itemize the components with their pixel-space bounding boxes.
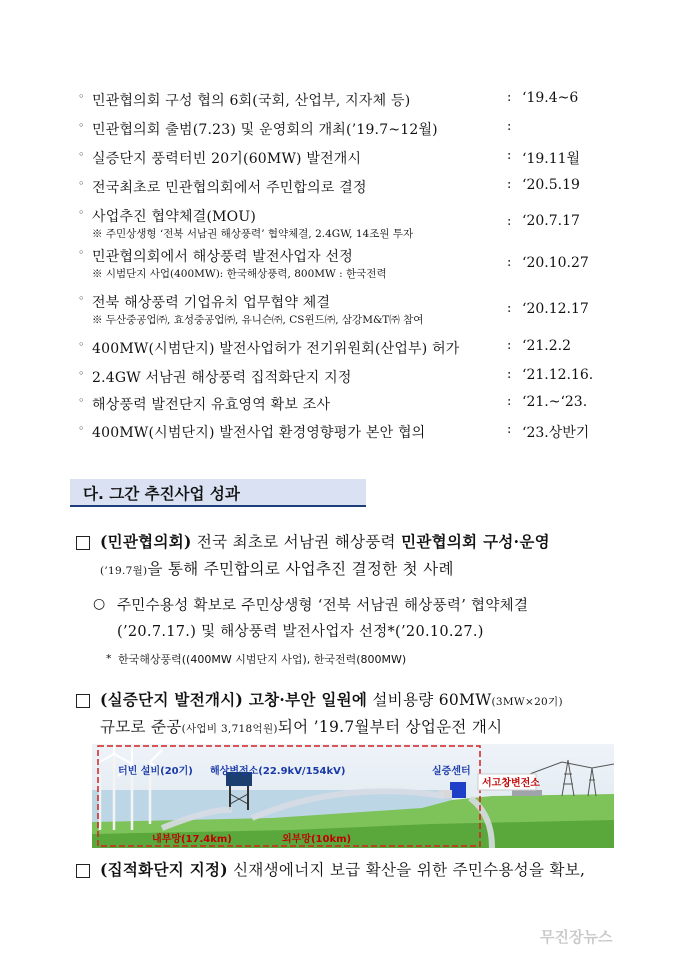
colon: : bbox=[507, 119, 512, 134]
bullet: ◦ bbox=[78, 119, 85, 132]
box-bullet-icon bbox=[76, 536, 90, 550]
colon: : bbox=[507, 90, 512, 105]
timeline-text: 전북 해상풍력 기업유치 업무협약 체결 bbox=[92, 295, 331, 311]
timeline-text: 실증단지 풍력터빈 20기(60MW) 발전개시 bbox=[92, 151, 362, 167]
para-1-note: 한국해상풍력((400MW 시범단지 사업), 한국전력(800MW) bbox=[118, 653, 407, 666]
section-header bbox=[70, 479, 366, 507]
timeline-date: ‘19.11월 bbox=[522, 151, 581, 167]
timeline-date: ‘20.10.27 bbox=[522, 255, 589, 271]
bullet: ◦ bbox=[78, 367, 85, 380]
bullet: ◦ bbox=[78, 292, 85, 305]
timeline-date: ‘21.12.16. bbox=[522, 367, 594, 383]
para-1-line-1: (민관협의회) 전국 최초로 서남권 해상풍력 민관협의회 구성·운영 bbox=[100, 532, 550, 551]
para-1-sub-line-1: 주민수용성 확보로 주민상생형 ‘전북 서남권 해상풍력’ 협약체결 bbox=[117, 598, 529, 614]
timeline-text: 400MW(시범단지) 발전사업 환경영향평가 본안 협의 bbox=[92, 425, 426, 441]
timeline-date: ‘20.12.17 bbox=[522, 301, 589, 317]
colon: : bbox=[507, 301, 512, 316]
timeline-date: ‘21.~‘23. bbox=[522, 394, 588, 410]
inner-net-label: 내부망(17.4km) bbox=[152, 834, 232, 845]
colon: : bbox=[507, 148, 512, 163]
box-bullet-icon bbox=[76, 864, 90, 878]
colon: : bbox=[507, 177, 512, 192]
para-1-line-2: (’19.7월)을 통해 주민합의로 사업추진 결정한 첫 사례 bbox=[100, 560, 454, 578]
timeline-date: ‘21.2.2 bbox=[522, 338, 571, 354]
timeline-text: 사업추진 협약체결(MOU) bbox=[92, 209, 256, 225]
para-1-sub-line-2: (’20.7.17.) 및 해상풍력 발전사업자 선정*(’20.10.27.) bbox=[117, 624, 484, 640]
timeline-text: 민관협의회 구성 협의 6회(국회, 산업부, 지자체 등) bbox=[92, 93, 411, 109]
timeline-date: ‘23.상반기 bbox=[522, 425, 590, 441]
seogochang-label: 서고창변전소 bbox=[482, 778, 540, 789]
timeline-date: ‘20.7.17 bbox=[522, 213, 580, 229]
colon: : bbox=[507, 338, 512, 353]
timeline-text: 민관협의회에서 해상풍력 발전사업자 선정 bbox=[92, 249, 353, 265]
bullet: ◦ bbox=[78, 148, 85, 161]
para-2-head: (실증단지 발전개시) bbox=[100, 690, 244, 709]
timeline-text: 400MW(시범단지) 발전사업허가 전기위원회(산업부) 허가 bbox=[92, 341, 460, 357]
box-bullet-icon bbox=[76, 694, 90, 708]
timeline-text: 전국최초로 민관협의회에서 주민합의로 결정 bbox=[92, 180, 367, 196]
para-3-head: (집적화단지 지정) bbox=[100, 860, 228, 879]
colon: : bbox=[507, 214, 512, 229]
timeline-text: 민관협의회 출범(7.23) 및 운영회의 개최(’19.7~12월) bbox=[92, 122, 438, 138]
wind-farm-diagram bbox=[92, 744, 614, 848]
para-2-line-1: (실증단지 발전개시) 고창·부안 일원에 설비용량 60MW(3MW×20기) bbox=[100, 690, 563, 709]
bullet: ◦ bbox=[78, 177, 85, 190]
timeline-date: ‘20.5.19 bbox=[522, 177, 580, 193]
colon: : bbox=[507, 394, 512, 409]
timeline-subnote: ※ 주민상생형 ‘전북 서남권 해상풍력’ 협약체결, 2.4GW, 14조원 투자 bbox=[92, 228, 414, 240]
section-title: 다. 그간 추진사업 성과 bbox=[83, 485, 240, 503]
para-1-head: (민관협의회) bbox=[100, 532, 192, 551]
note-mark: * bbox=[106, 652, 112, 665]
bullet: ◦ bbox=[78, 422, 85, 435]
bullet: ◦ bbox=[78, 90, 85, 103]
substation-label: 해상변전소(22.9kV/154kV) bbox=[210, 766, 346, 777]
timeline-text: 해상풍력 발전단지 유효영역 확보 조사 bbox=[92, 397, 331, 413]
watermark: 무진장뉴스 bbox=[540, 928, 613, 946]
timeline-subnote: ※ 두산중공업㈜, 효성중공업㈜, 유니슨㈜, CS윈드㈜, 삼강M&T㈜ 참여 bbox=[92, 314, 424, 326]
colon: : bbox=[507, 367, 512, 382]
timeline-text: 2.4GW 서남권 해상풍력 집적화단지 지정 bbox=[92, 370, 352, 386]
colon: : bbox=[507, 422, 512, 437]
timeline-subnote: ※ 시범단지 사업(400MW): 한국해상풍력, 800MW : 한국전력 bbox=[92, 268, 387, 280]
bullet: ◦ bbox=[78, 394, 85, 407]
bullet: ◦ bbox=[78, 206, 85, 219]
center-label: 실증센터 bbox=[432, 766, 471, 777]
para-2-line-2: 규모로 준공(사업비 3,718억원)되어 ’19.7월부터 상업운전 개시 bbox=[100, 718, 503, 736]
timeline-date: ‘19.4~6 bbox=[522, 90, 579, 106]
turbine-label: 터빈 설비(20기) bbox=[118, 766, 193, 777]
outer-net-label: 외부망(10km) bbox=[282, 834, 352, 845]
colon: : bbox=[507, 255, 512, 270]
open-circle-bullet: ○ bbox=[93, 596, 106, 612]
para-3-line-1: (집적화단지 지정) 신재생에너지 보급 확산을 위한 주민수용성을 확보, bbox=[100, 860, 586, 879]
bullet: ◦ bbox=[78, 246, 85, 259]
bullet: ◦ bbox=[78, 338, 85, 351]
